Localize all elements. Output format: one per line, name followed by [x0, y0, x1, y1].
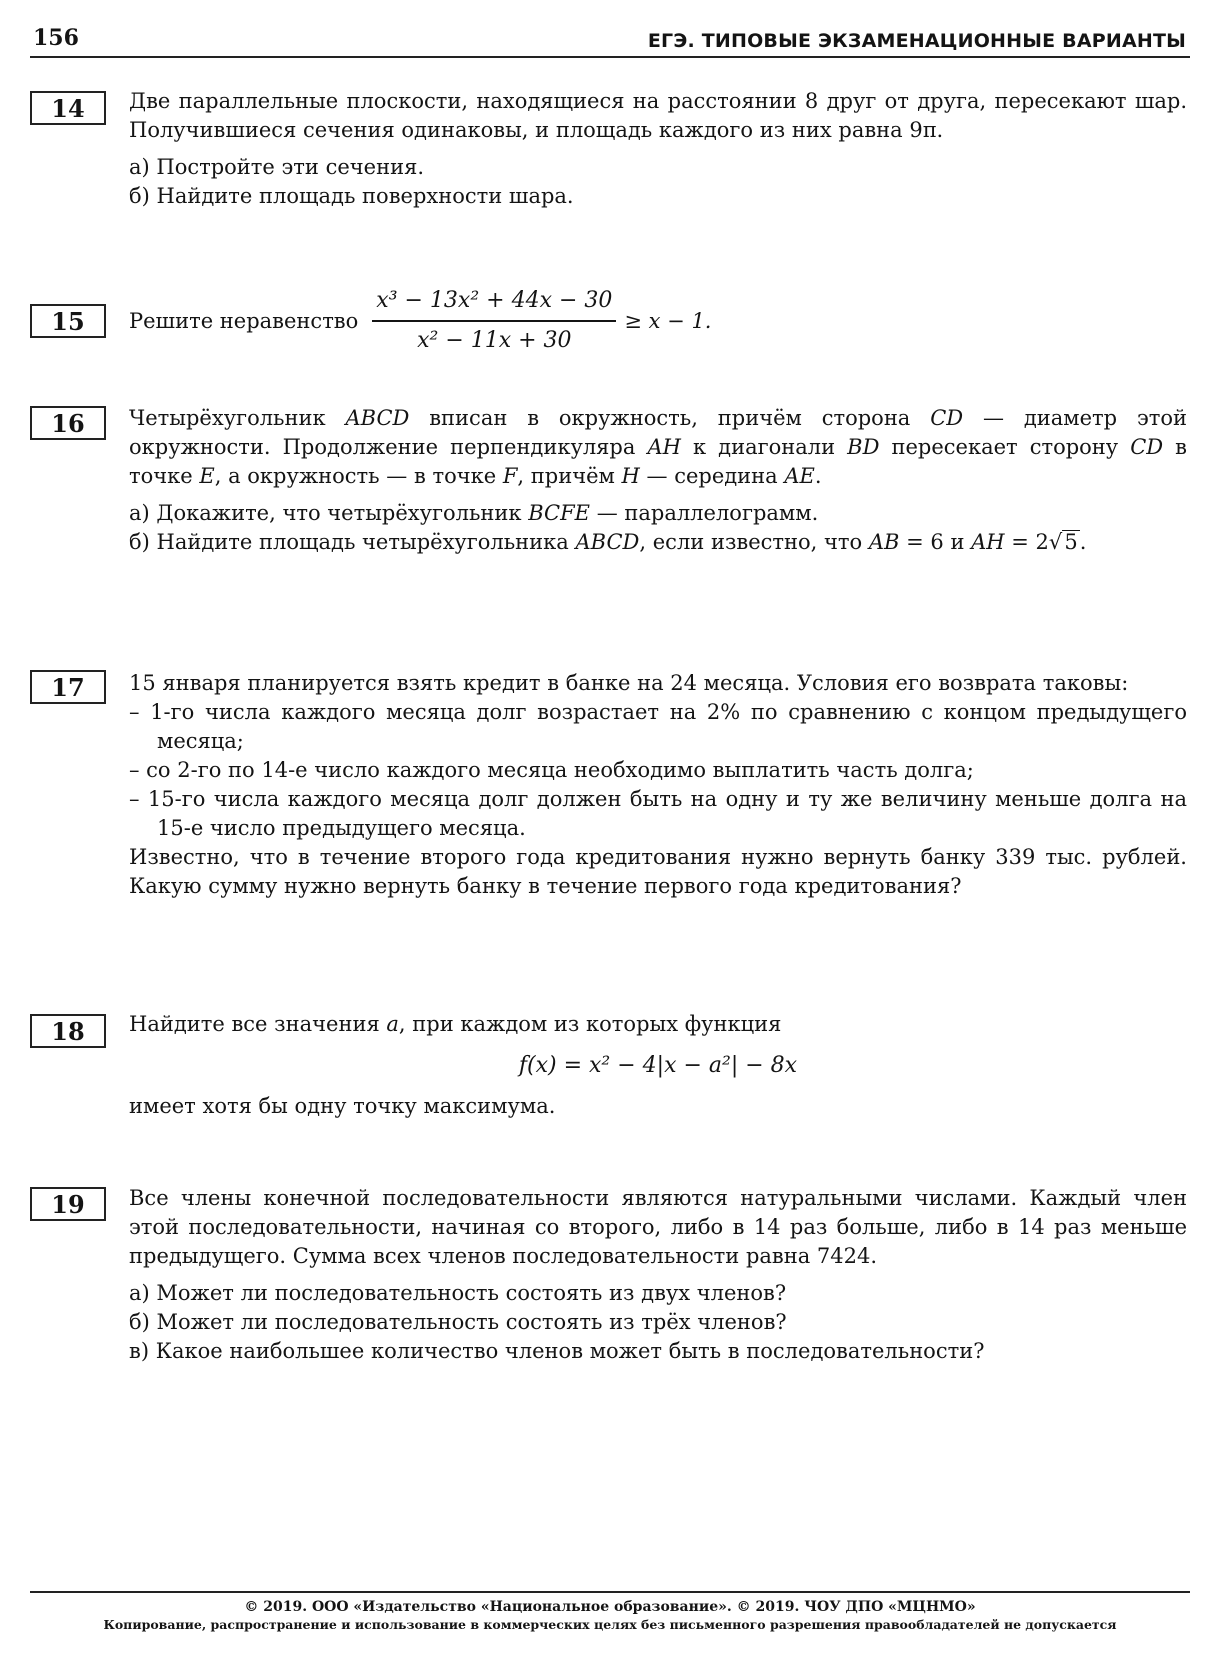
inequality-fraction — [372, 286, 616, 356]
problem-14-number: 14 — [30, 91, 106, 125]
problem-17-condition-2: – со 2-го по 14-е число каждого месяца необходимо выплатить часть долга; — [129, 758, 974, 782]
sqrt-radicand: 5 — [1064, 530, 1078, 554]
problem-19-number: 19 — [30, 1187, 106, 1221]
problem-16 — [129, 404, 1187, 557]
problem-14 — [129, 87, 1187, 211]
page-footer — [30, 1591, 1190, 1632]
problem-17 — [129, 669, 1187, 901]
problem-15 — [129, 281, 1187, 361]
problem-17-question: Известно, что в течение второго года кредитования нужно вернуть банку 339 тыс. рублей. Какую сумму нужно вернуть банку в течение первого года кредитования? — [129, 845, 1187, 898]
problem-14-part-a: а) Постройте эти сечения. — [129, 155, 424, 179]
function-formula: f(x) = x² − 4|x − a²| − 8x — [518, 1053, 798, 1078]
running-title: ЕГЭ. ТИПОВЫЕ ЭКЗАМЕНАЦИОННЫЕ ВАРИАНТЫ — [647, 30, 1186, 52]
problem-19-part-c: в) Какое наибольшее количество членов может быть в последовательности? — [129, 1339, 985, 1363]
fraction-numerator: x³ − 13x² + 44x − 30 — [372, 286, 616, 322]
problem-17-number: 17 — [30, 670, 106, 704]
problem-16-part-b: б) Найдите площадь четырёхугольника ABCD, если известно, что AB = 6 и AH = 2√5. — [129, 530, 1087, 554]
problem-18-number: 18 — [30, 1014, 106, 1048]
problem-16-number: 16 — [30, 406, 106, 440]
problem-14-statement: Две параллельные плоскости, находящиеся на расстоянии 8 друг от друга, пересекают шар. Получившиеся сечения одинаковы, и площадь каждого из них равна 9π. — [129, 89, 1187, 142]
page-number: 156 — [33, 25, 79, 51]
problem-18 — [129, 1010, 1187, 1121]
page-header — [30, 22, 1190, 58]
problem-14-part-b: б) Найдите площадь поверхности шара. — [129, 184, 574, 208]
problem-19-part-a: а) Может ли последовательность состоять из двух членов? — [129, 1281, 787, 1305]
problem-15-lead: Решите неравенство — [129, 308, 359, 333]
problem-16-part-a: а) Докажите, что четырёхугольник BCFE — параллелограмм. — [129, 501, 819, 525]
problem-18-question: имеет хотя бы одну точку максимума. — [129, 1094, 556, 1118]
copyright-notice: Копирование, распространение и использование в коммерческих целях без письменного разрешения правообладателей не допускается — [103, 1617, 1117, 1632]
problem-15-statement — [129, 281, 1187, 361]
copyright-line: © 2019. ООО «Издательство «Национальное образование». © 2019. ЧОУ ДПО «МЦНМО» — [244, 1599, 976, 1615]
problem-17-condition-3: – 15-го числа каждого месяца долг должен быть на одну и ту же величину меньше долга на 15-е число предыдущего месяца. — [129, 787, 1187, 840]
problem-17-intro: 15 января планируется взять кредит в банке на 24 месяца. Условия его возврата таковы: — [129, 671, 1129, 695]
problem-15-number: 15 — [30, 304, 106, 338]
problem-19-statement: Все члены конечной последовательности являются натуральными числами. Каждый член этой последовательности, начиная со второго, либо в 14 раз больше, либо в 14 раз меньше предыдущего. Сумма всех членов последовательности равна 7424. — [129, 1186, 1187, 1268]
problem-17-condition-1: – 1-го числа каждого месяца долг возрастает на 2% по сравнению с концом предыдущего месяца; — [129, 700, 1187, 753]
problem-18-statement: Найдите все значения a, при каждом из которых функция — [129, 1012, 782, 1036]
problem-19 — [129, 1184, 1187, 1366]
problem-19-part-b: б) Может ли последовательность состоять из трёх членов? — [129, 1310, 787, 1334]
inequality-rhs: ≥ x − 1. — [624, 308, 712, 333]
fraction-denominator: x² − 11x + 30 — [417, 328, 572, 353]
problem-16-statement: Четырёхугольник ABCD вписан в окружность, причём сторона CD — диаметр этой окружности. Продолжение перпендикуляра AH к диагонали BD пересекает сторону CD в точке E, а окружность — в точке F, причём H — середина AE. — [129, 406, 1187, 488]
